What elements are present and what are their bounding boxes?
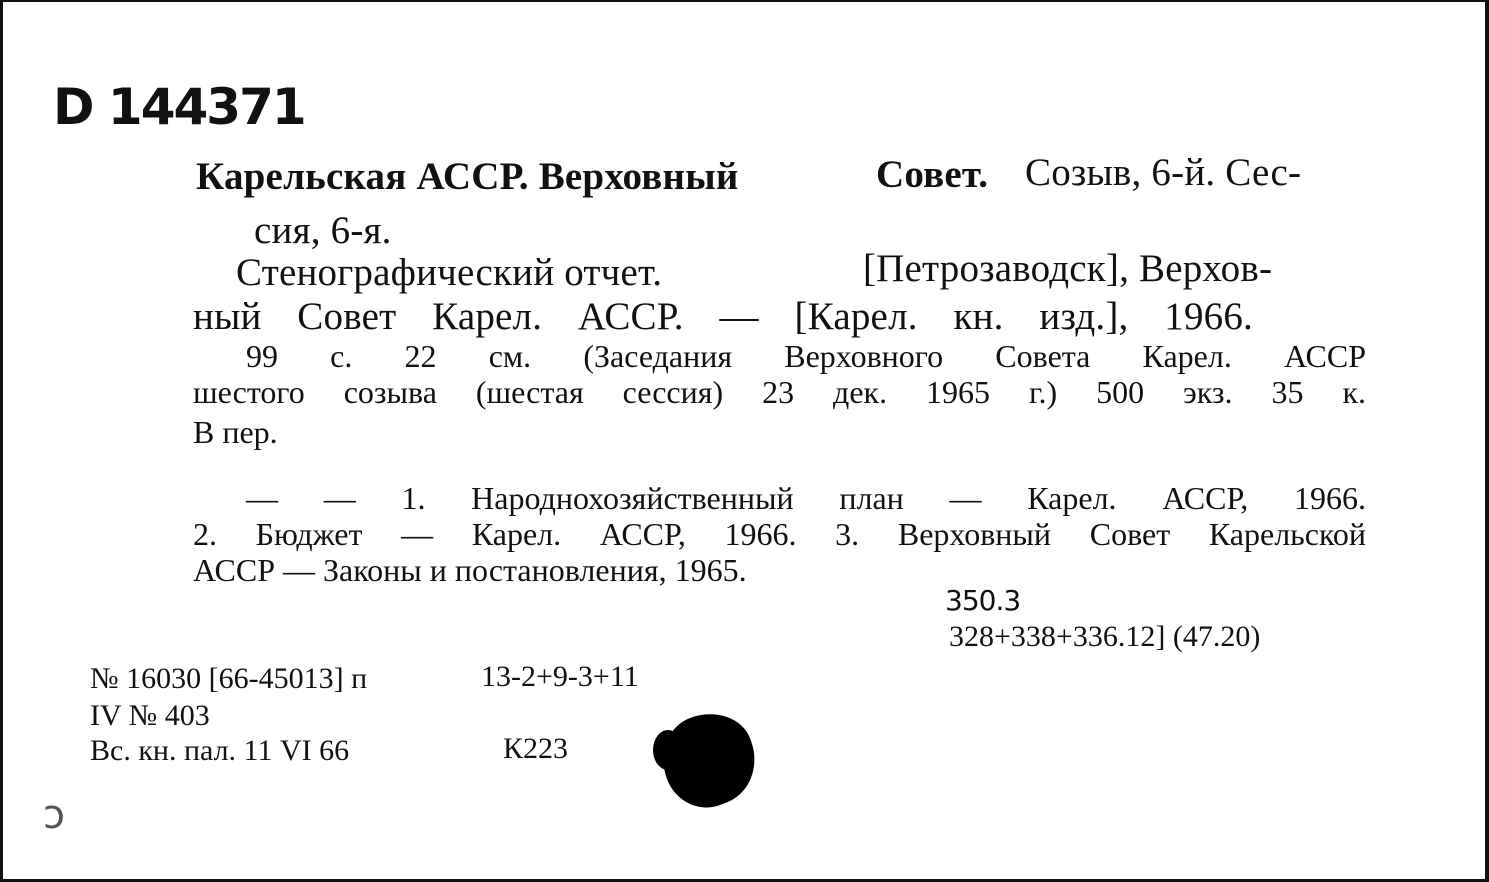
subjects-line2: 2. Бюджет — Карел. АССР, 1966. 3. Верховный Совет Карельской [193,516,1366,552]
record-number: № 16030 [66-45013] п [90,662,368,695]
collation-line1: 99 с. 22 см. (Заседания Верховного Совета Карел. АССР [246,338,1366,374]
subjects-line1: — — 1. Народнохозяйственный план — Карел. АССР, 1966. [246,480,1366,516]
heading-line2: сия, 6-я. [254,209,392,252]
subjects-line3: АССР — Законы и постановления, 1965. [193,552,747,588]
title-line1-left: Стенографический отчет. [236,251,663,294]
handwritten-class-number: 350.3 [945,584,1021,617]
inventory-number: D 144371 [53,78,305,136]
heading-line1-part3: Созыв, 6-й. Сес- [1025,151,1302,194]
stray-mark-left: ↄ [43,792,65,838]
ink-blot-edge [653,730,683,770]
heading-line1-part1: Карельская АССР. Верховный [196,155,739,198]
title-line1-right: [Петрозаводск], Верхов- [863,247,1273,290]
title-line2: ный Совет Карел. АССР. — [Карел. кн. изд.], 1966. [193,295,1253,338]
collation-line3: В пер. [193,414,278,450]
series-number: IV № 403 [90,699,210,732]
collation-line2: шестого созыва (шестая сессия) 23 дек. 1965 г.) 500 экз. 35 к. [193,374,1366,410]
chamber-line: Вс. кн. пал. 11 VI 66 [90,734,350,767]
heading-line1-part2: Совет. [876,153,989,196]
record-code: 13-2+9-3+11 [481,660,639,693]
classification-index: 328+338+336.12] (47.20) [949,620,1261,653]
chamber-code: К223 [503,732,569,765]
